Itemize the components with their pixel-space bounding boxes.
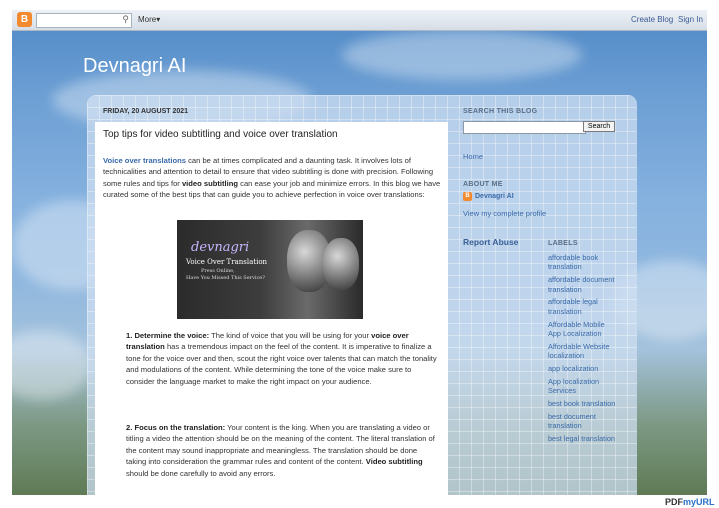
sign-in-link[interactable]: Sign In xyxy=(678,15,703,24)
microphone-right-icon xyxy=(323,238,359,290)
blog-search-input[interactable] xyxy=(463,121,586,134)
tip-2-paragraph xyxy=(126,422,438,479)
tip-2-text-1: Your content is the king. When you are translating a video or titling a video the attention should be on the meaning of the content. The literal translation of the content may sound inappropriate and meaningless. The translation should be done taking into consideration the grammar rules and content of the content. xyxy=(126,423,435,467)
navbar-search-input[interactable] xyxy=(36,13,132,28)
tip-2-text-2: should be done carefully to avoid any errors. xyxy=(126,468,276,478)
profile-name-link[interactable]: Devnagri AI xyxy=(475,193,514,200)
blog-title[interactable]: Devnagri AI xyxy=(83,55,187,77)
search-button[interactable]: Search xyxy=(583,121,615,132)
tip-1-text-2: has a tremendous impact on the feel of the content. It is imperative to finalize a tone for the voice over and then, scout the right voice over talents that can match the tonality and modulations of the content. While determining the tone of the voice make sure to consider the language market to make the right impact on your audience. xyxy=(126,342,437,386)
image-title: Voice Over Translation xyxy=(186,258,268,266)
tip-1-bold: voice over translation xyxy=(126,331,409,352)
intro-text-1: can be at times complicated and a daunting task. It involves lots of technicalities and attention to detail to ensure that video subtitling is done with precision. Following some rules and tips for xyxy=(103,156,434,188)
intro-paragraph xyxy=(103,155,441,201)
intro-text-2: can ease your job and minimize errors. In this blog we have curated some of the best tips that can guide you to achieve perfection in voice over translations: xyxy=(103,178,441,200)
tip-1-heading: 1. Determine the voice: xyxy=(126,331,210,340)
search-icon[interactable]: ⚲ xyxy=(122,14,129,24)
label-link[interactable]: app localization xyxy=(548,364,599,374)
post-title[interactable]: Top tips for video subtitling and voice over translation xyxy=(103,129,338,140)
post-body xyxy=(95,122,448,495)
label-link[interactable]: best legal translation xyxy=(548,434,615,444)
intro-bold-1: video subtitling xyxy=(181,178,239,188)
label-link[interactable]: affordable legal translation xyxy=(548,297,598,316)
label-link[interactable]: Affordable Mobile App Localization xyxy=(548,319,605,339)
tip-1-text-1: The kind of voice that you will be using for your xyxy=(209,331,372,340)
label-link[interactable]: Affordable Website localization xyxy=(548,341,610,361)
label-link[interactable]: affordable document translation xyxy=(548,275,615,294)
view-profile-link[interactable]: View my complete profile xyxy=(463,209,547,218)
pdfmyurl-logo xyxy=(665,497,715,507)
label-link[interactable]: affordable book translation xyxy=(548,253,599,272)
tip-2-heading: 2. Focus on the translation: xyxy=(126,423,226,432)
pdfmyurl-part-a: PDF xyxy=(665,497,683,507)
blogger-logo-icon[interactable]: B xyxy=(17,12,32,27)
home-link[interactable]: Home xyxy=(463,152,484,161)
post-date: FRIDAY, 20 AUGUST 2021 xyxy=(103,108,189,115)
labels-heading: LABELS xyxy=(548,240,578,247)
search-heading: SEARCH THIS BLOG xyxy=(463,108,538,115)
labels-list xyxy=(548,253,618,447)
image-brand-text: devnagri xyxy=(191,240,250,255)
label-link[interactable]: best book translation xyxy=(548,399,616,409)
about-heading: ABOUT ME xyxy=(463,181,503,188)
create-blog-link[interactable]: Create Blog xyxy=(631,15,674,24)
image-subtitle-2: Have You Missed This Service? xyxy=(186,275,265,281)
tip-2-bold: Video subtitling xyxy=(365,457,423,467)
pdfmyurl-part-b: myURL xyxy=(683,497,715,507)
tip-1-paragraph xyxy=(126,330,438,387)
report-abuse-link[interactable]: Report Abuse xyxy=(463,237,519,247)
image-subtitle-1: Press Online, xyxy=(201,268,235,274)
label-link[interactable]: best document translation xyxy=(548,411,596,431)
blogger-profile-icon: B xyxy=(463,192,472,201)
voice-over-link[interactable]: Voice over translations xyxy=(103,156,186,165)
blogger-navbar xyxy=(12,10,707,31)
post-image[interactable] xyxy=(177,220,363,319)
label-link[interactable]: App localization Services xyxy=(548,376,600,396)
more-menu[interactable]: More▾ xyxy=(138,15,161,24)
